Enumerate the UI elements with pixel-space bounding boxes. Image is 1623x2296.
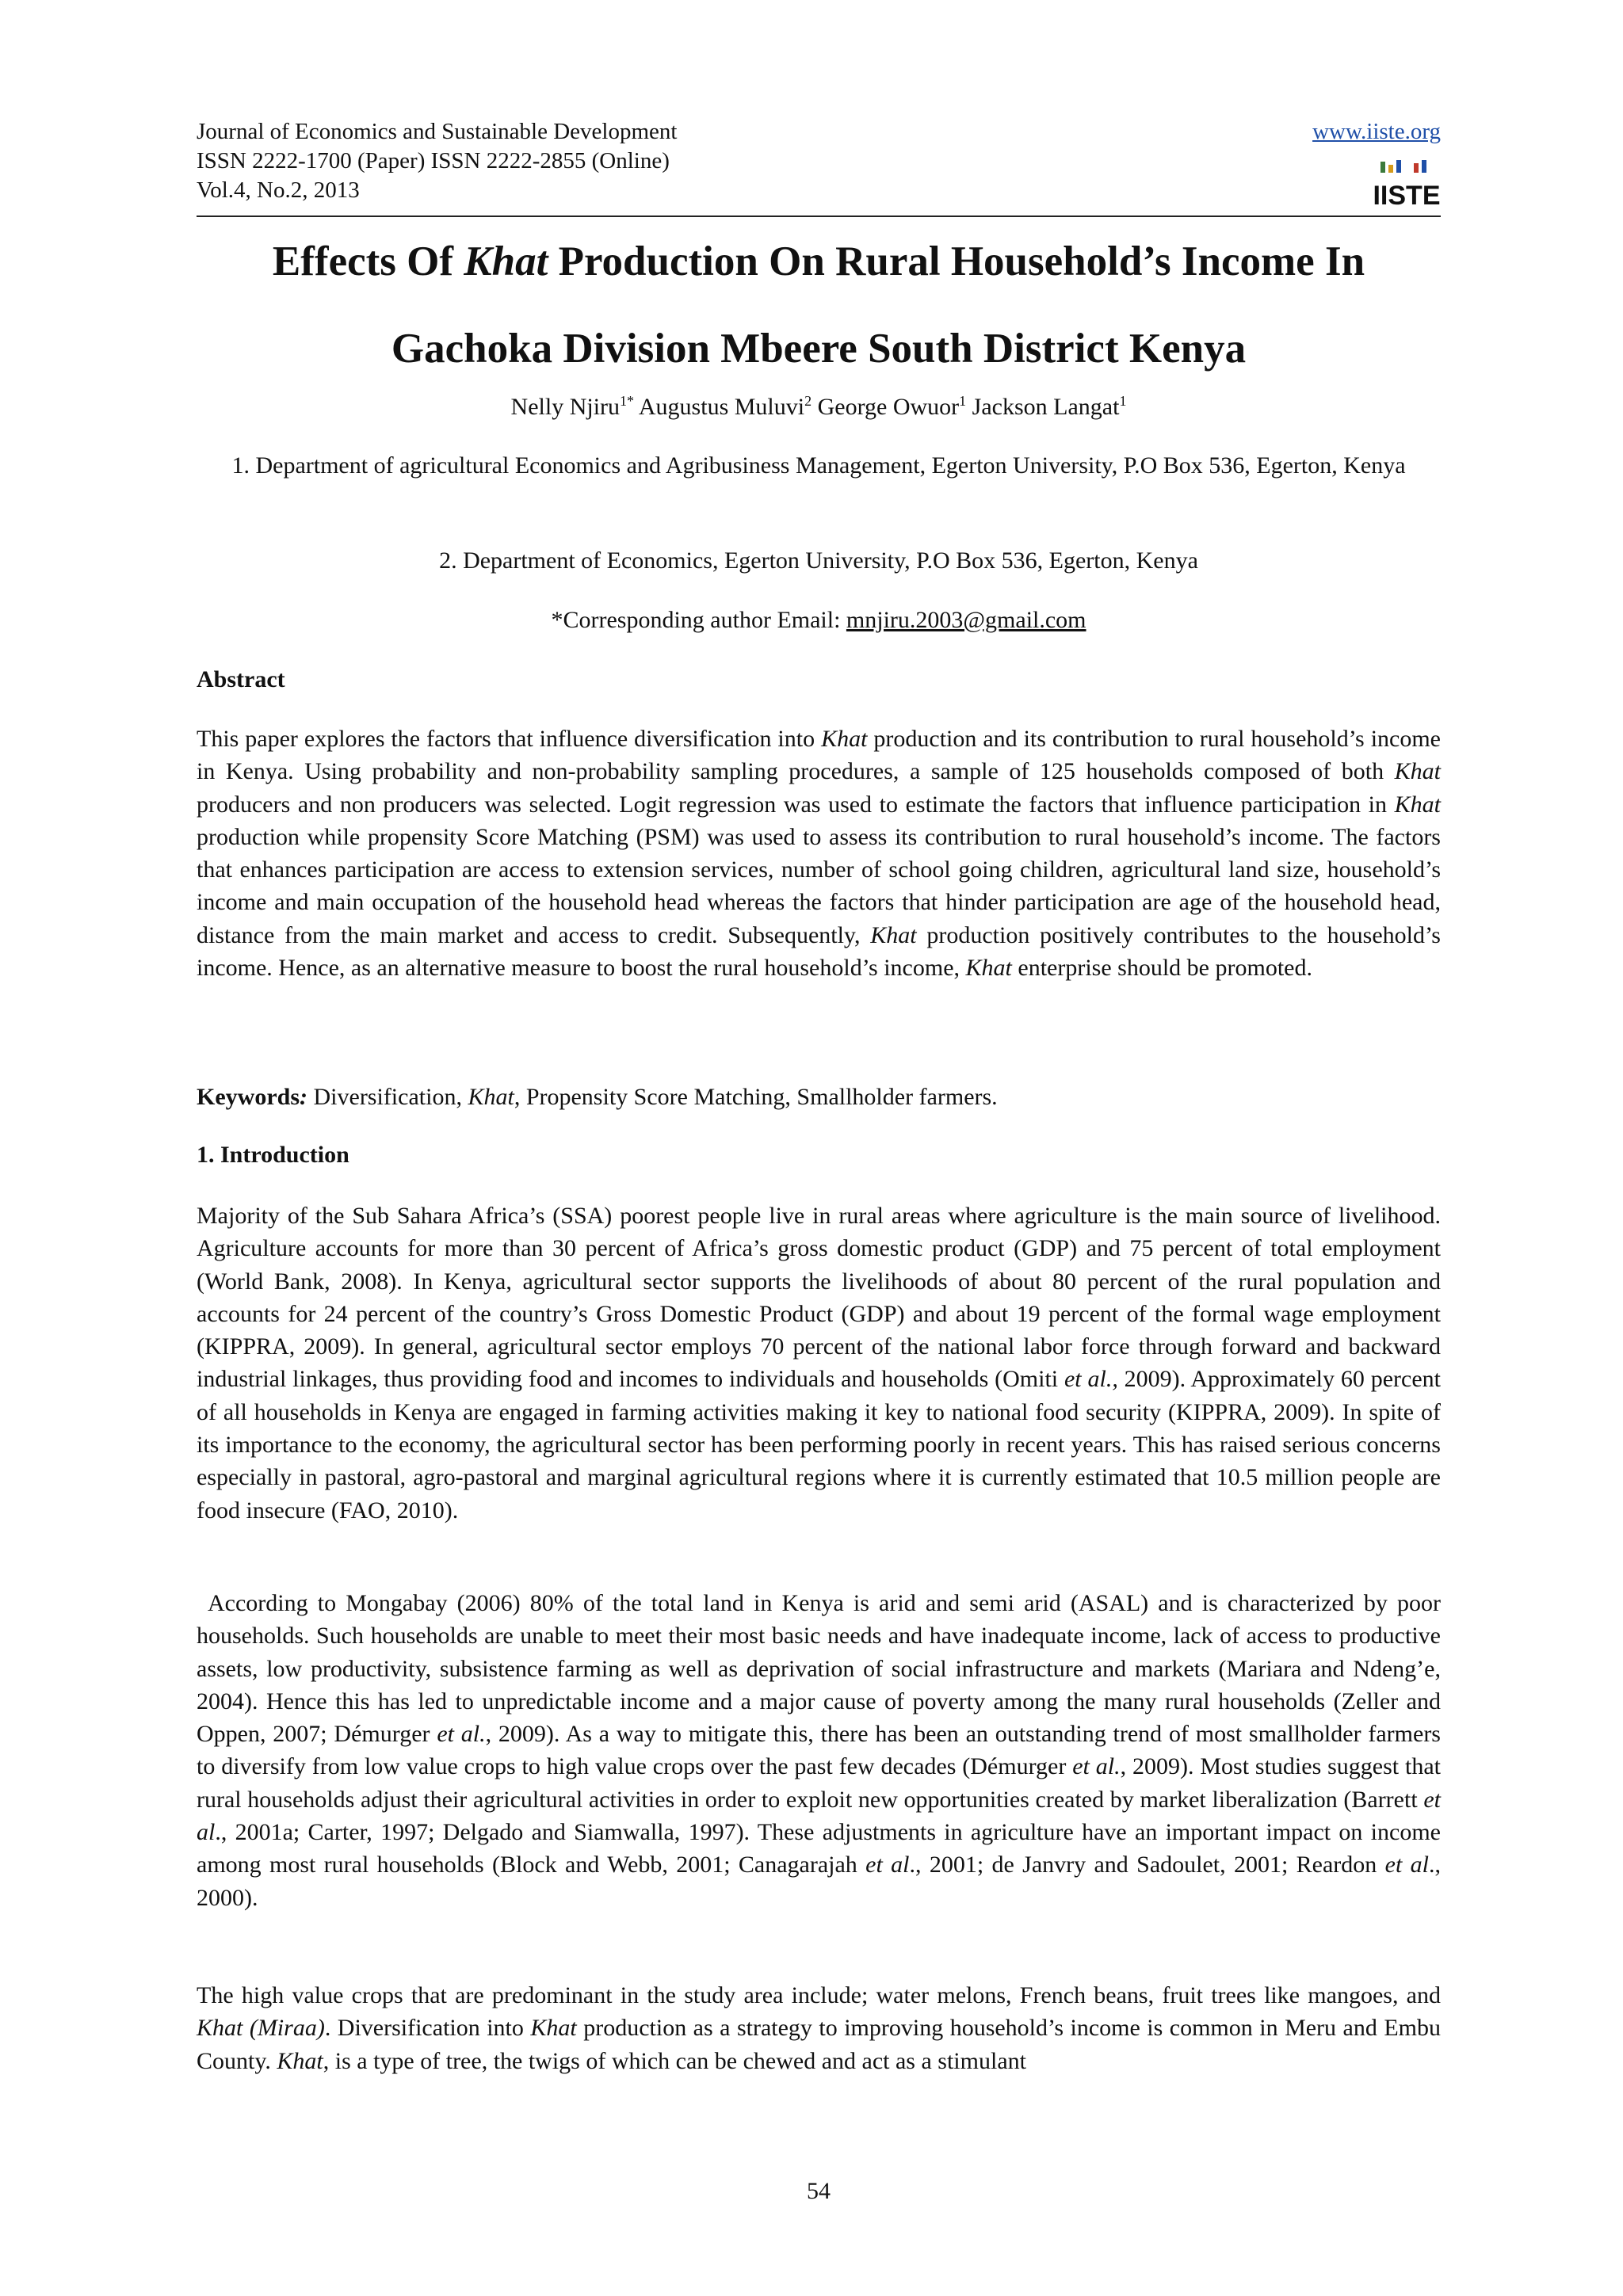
abstract-heading: Abstract xyxy=(197,666,285,692)
page-number: 54 xyxy=(807,2178,831,2204)
logo-lettering: IISTE xyxy=(1373,181,1441,211)
header-rule xyxy=(197,215,1441,217)
intro-paragraph-3: The high value crops that are predominant in the study area include; water melons, French beans, fruit trees like mangoes, and Khat (Miraa). Diversification into Khat production as a strategy to improving household’s income is common in Meru and Embu County. Khat, is a type of tree, the twigs of which can be chewed and act as a stimulant xyxy=(197,1982,1441,2074)
author-name: Nelly Njiru xyxy=(510,394,621,420)
paper-title-line-1: Effects Of Khat Production On Rural Household’s Income In xyxy=(272,238,1365,284)
author-name: Augustus Muluvi xyxy=(638,394,805,420)
affiliation-2: 2. Department of Economics, Egerton University, P.O Box 536, Egerton, Kenya xyxy=(439,547,1198,574)
section-heading-introduction: 1. Introduction xyxy=(197,1142,349,1168)
iiste-logo-icon xyxy=(1373,157,1441,211)
journal-url-link[interactable]: www.iiste.org xyxy=(1312,119,1441,144)
author-name: Jackson Langat xyxy=(972,394,1120,420)
journal-header xyxy=(197,117,1441,215)
journal-name: Journal of Economics and Sustainable Development xyxy=(197,119,678,144)
affiliation-1: 1. Department of agricultural Economics and Agribusiness Management, Egerton University, P.O Box 536, Egerton, Kenya xyxy=(231,452,1406,479)
author-name: George Owuor xyxy=(817,394,960,420)
intro-paragraph-2: According to Mongabay (2006) 80% of the total land in Kenya is arid and semi arid (ASAL) and is characterized by poor households. Such households are unable to meet their most basic needs and have inadequate income, lack of access to productive assets, low productivity, subsistence farming as well as deprivation of social infrastructure and markets (Mariara and Ndeng’e, 2004). Hence this has led to unpredictable income and a major cause of poverty among the many rural households (Zeller and Oppen, 2007; Démurger et al., 2009). As a way to mitigate this, there has been an outstanding trend of most smallholder farmers to diversify from low value crops to high value crops over the past few decades (Démurger et al., 2009). Most studies suggest that rural households adjust their agricultural activities in order to exploit new opportunities created by market liberalization (Barrett et al., 2001a; Carter, 1997; Delgado and Siamwalla, 1997). These adjustments in agriculture have an important impact on income among most rural households (Block and Webb, 2001; Canagarajah et al., 2001; de Janvry and Sadoulet, 2001; Reardon et al., 2000). xyxy=(197,1590,1441,1911)
paper-title-line-2: Gachoka Division Mbeere South District Kenya xyxy=(391,326,1247,372)
intro-paragraph-1: Majority of the Sub Sahara Africa’s (SSA) poorest people live in rural areas where agriculture is the main source of livelihood. Agriculture accounts for more than 30 percent of Africa’s gross domestic product (GDP) and 75 percent of total employment (World Bank, 2008). In Kenya, agricultural sector supports the livelihoods of about 80 percent of the rural population and accounts for 24 percent of the country’s Gross Domestic Product (GDP) and about 19 percent of the formal wage employment (KIPPRA, 2009). In general, agricultural sector employs 70 percent of the national labor force through forward and backward industrial linkages, thus providing food and incomes to individuals and households (Omiti et al., 2009). Approximately 60 percent of all households in Kenya are engaged in farming activities making it key to national food security (KIPPRA, 2009). In spite of its importance to the economy, the agricultural sector has been performing poorly in recent years. This has raised serious concerns especially in pastoral, agro-pastoral and marginal agricultural regions where it is currently estimated that 10.5 million people are food insecure (FAO, 2010). xyxy=(197,1203,1441,1524)
corresponding-author: *Corresponding author Email: mnjiru.2003@gmail.com xyxy=(551,607,1086,633)
keywords: Keywords: Diversification, Khat, Propensity Score Matching, Smallholder farmers. xyxy=(197,1084,998,1110)
journal-volume: Vol.4, No.2, 2013 xyxy=(197,177,360,203)
journal-issn: ISSN 2222-1700 (Paper) ISSN 2222-2855 (Online) xyxy=(197,148,670,174)
author-email-link[interactable]: mnjiru.2003@gmail.com xyxy=(846,607,1086,633)
abstract-text: This paper explores the factors that influence diversification into Khat production and its contribution to rural household’s income in Kenya. Using probability and non-probability sampling procedures, a sample of 125 households composed of both Khat producers and non producers was selected. Logit regression was used to estimate the factors that influence participation in Khat production while propensity Score Matching (PSM) was used to assess its contribution to rural household’s income. The factors that enhances participation are access to extension services, number of school going children, agricultural land size, household’s income and main occupation of the household head whereas the factors that hinder participation are age of the household head, distance from the main market and access to credit. Subsequently, Khat production positively contributes to the household’s income. Hence, as an alternative measure to boost the rural household’s income, Khat enterprise should be promoted. xyxy=(197,726,1441,982)
author-list: Nelly Njiru$^{1*}$ Augustus Muluvi$^2$ George Owuor$^1$ Jackson Langat$^1$ xyxy=(510,393,1127,420)
